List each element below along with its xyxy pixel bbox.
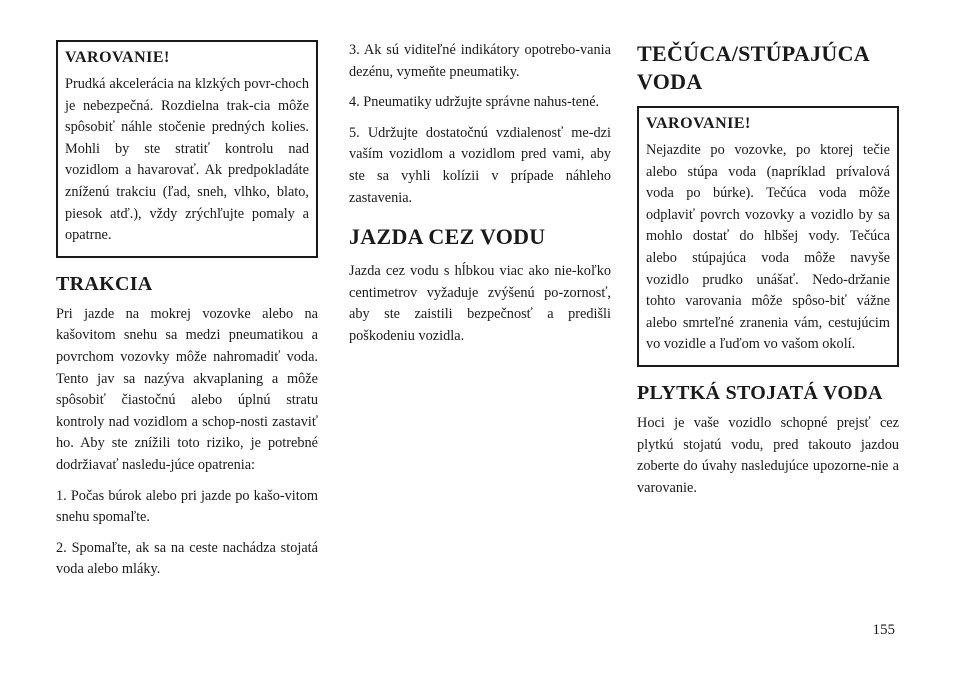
column-left (56, 40, 318, 581)
warning-text: Nejazdite po vozovke, po ktorej tečie alebo stúpa voda (napríklad prívalová voda po búrke). Tečúca voda môže odplaviť povrch vozovky a vozidlo by sa mohlo dostať do hlbšej vody. Tečúca alebo stúpajúca voda môže navyše vozidlo prudko unášať. Nedo-držanie tohto varovania môže spôso-biť vážne alebo smrteľné zranenia vám, cestujúcim vo vozidle a ľuďom vo vašom okolí. (646, 142, 890, 353)
warning-box-acceleration (56, 40, 318, 258)
column-right (637, 40, 899, 499)
paragraph-driving-through-water: Jazda cez vodu s hĺbkou viac ako nie-koľko centimetrov vyžaduje zvýšenú po-zornosť, aby ste zaistili bezpečnosť a predišli poškodeniu vozidla. (349, 263, 611, 344)
column-middle (349, 40, 611, 348)
paragraph-traction-intro: Pri jazde na mokrej vozovke alebo na kašovitom snehu sa medzi pneumatikou a povrchom vozovky môže nahromadiť voda. Tento jav sa nazýva akvaplaning a môže spôsobiť čiastočnú alebo úplnú stratu kontroly nad vozidlom a schop-nosti zastaviť ho. Aby ste znížili toto riziko, je potrebné dodržiavať nasledu-júce opatrenia: (56, 305, 318, 473)
heading-traction: TRAKCIA (56, 272, 153, 295)
paragraph-shallow-water: Hoci je vaše vozidlo schopné prejsť cez plytkú stojatú vodu, pred takouto jazdou zoberte do úvahy nasledujúce upozorne-nie a varovanie. (637, 414, 899, 496)
heading-shallow-water: PLYTKÁ STOJATÁ VODA (637, 381, 883, 404)
warning-title: VAROVANIE! (65, 49, 170, 66)
list-item-4: 4. Pneumatiky udržujte správne nahus-tené. (349, 94, 600, 111)
warning-text: Prudká akcelerácia na klzkých povr-choch je nebezpečná. Rozdielna trak-cia môže spôsobiť náhle stočenie predných kolies. Mohli by ste stratiť kontrolu nad vozidlom a havarovať. Ak predpokladáte zníženú trakciu (ľad, sneh, vlhko, blato, piesok atď.), vždy zrýchľujte pomaly a opatrne. (65, 76, 309, 244)
list-item-2: 2. Spomaľte, ak sa na ceste nachádza stojatá voda alebo mláky. (56, 539, 318, 578)
warning-box-flowing-water (637, 106, 899, 367)
list-item-3: 3. Ak sú viditeľné indikátory opotrebo-vania dezénu, vymeňte pneumatiky. (349, 42, 611, 80)
heading-flowing-water: TEČÚCA/STÚPAJÚCA VODA (637, 41, 869, 94)
page-number: 155 (872, 622, 895, 638)
list-item-1: 1. Počas búrok alebo pri jazde po kašo-vitom snehu spomaľte. (56, 487, 318, 526)
warning-title: VAROVANIE! (646, 115, 751, 132)
list-item-5: 5. Udržujte dostatočnú vzdialenosť me-dzi vaším vozidlom a vozidlom pred vami, aby ste sa vyhli kolízii v prípade náhleho zastavenia. (349, 124, 611, 206)
heading-driving-through-water: JAZDA CEZ VODU (349, 224, 546, 250)
